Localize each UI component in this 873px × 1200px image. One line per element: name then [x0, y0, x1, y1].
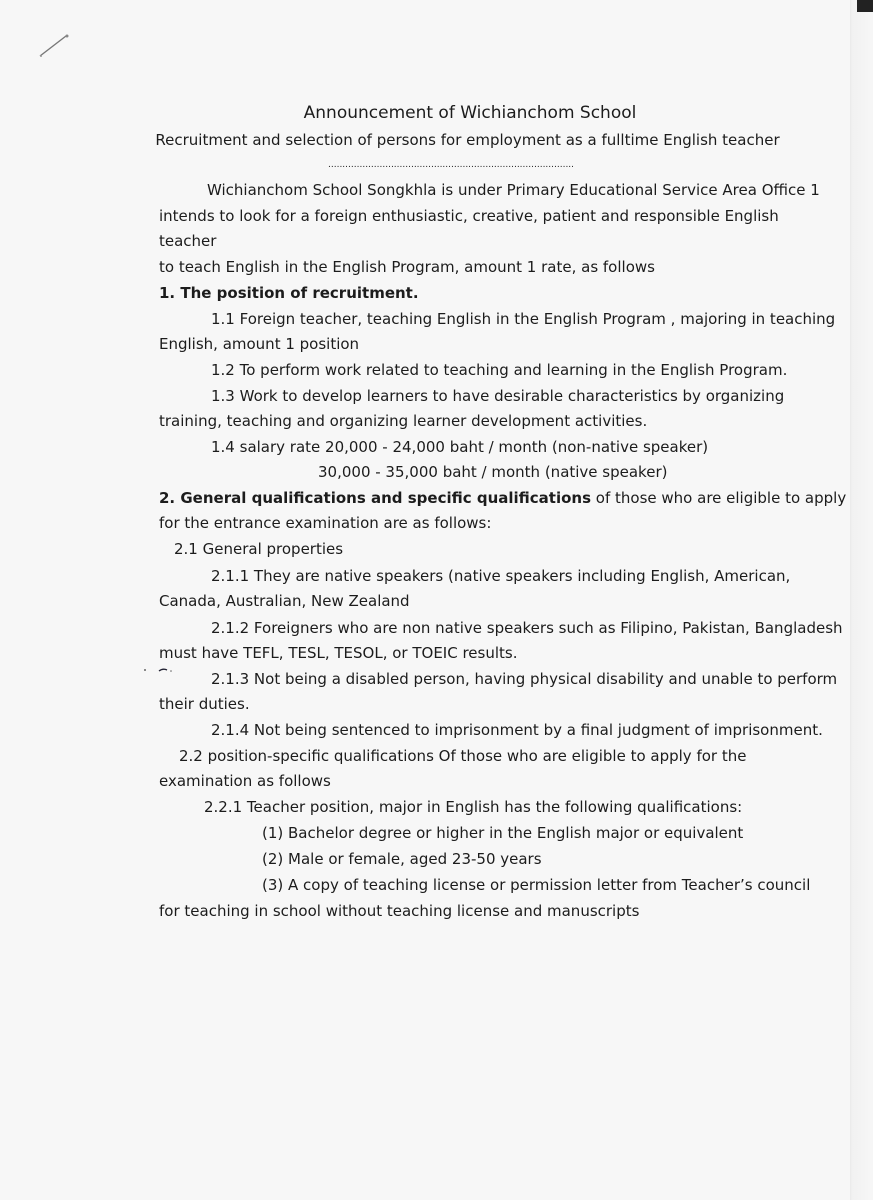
salary-line: 30,000 - 35,000 baht / month (native speaker): [318, 463, 668, 481]
section2-heading-rest: of those who are eligible to apply: [591, 489, 847, 507]
section1-line: training, teaching and organizing learner development activities.: [159, 412, 648, 430]
qualification-item: (3) A copy of teaching license or permission letter from Teacher’s council: [262, 876, 811, 894]
intro-line: to teach English in the English Program, amount 1 rate, as follows: [159, 258, 655, 276]
document-title: Announcement of Wichianchom School: [303, 103, 637, 123]
general-line: must have TEFL, TESL, TESOL, or TOEIC results.: [159, 644, 518, 662]
qualification-item-cont: for teaching in school without teaching license and manuscripts: [159, 902, 640, 920]
section2-heading-cont: for the entrance examination are as follows:: [159, 514, 492, 532]
intro-line: teacher: [159, 232, 217, 250]
general-line: 2.1.3 Not being a disabled person, having physical disability and unable to perform: [211, 670, 838, 688]
staple-mark: [38, 34, 72, 58]
general-heading: 2.1 General properties: [174, 540, 344, 558]
ink-mark: [143, 665, 175, 675]
section2-heading: [159, 488, 846, 508]
section1-heading: 1. The position of recruitment.: [159, 284, 419, 302]
qualification-item: (2) Male or female, aged 23-50 years: [262, 850, 542, 868]
intro-line: Wichianchom School Songkhla is under Primary Educational Service Area Office 1: [207, 181, 820, 199]
document-subtitle: Recruitment and selection of persons for employment as a fulltime English teacher: [155, 131, 780, 149]
scan-corner: [857, 0, 873, 12]
specific-heading-cont: examination as follows: [159, 772, 331, 790]
title-separator: ......................................................................................: [328, 160, 575, 170]
qualification-item: (1) Bachelor degree or higher in the English major or equivalent: [262, 824, 744, 842]
page-edge: [850, 0, 873, 1200]
general-line: 2.1.1 They are native speakers (native speakers including English, American,: [211, 567, 791, 585]
section1-line: English, amount 1 position: [159, 335, 360, 353]
section1-line: 1.1 Foreign teacher, teaching English in the English Program , majoring in teaching: [211, 310, 836, 328]
general-line: 2.1.2 Foreigners who are non native speakers such as Filipino, Pakistan, Bangladesh: [211, 619, 843, 637]
salary-line: 1.4 salary rate 20,000 - 24,000 baht / month (non-native speaker): [211, 438, 709, 456]
specific-heading: 2.2 position-specific qualifications Of those who are eligible to apply for the: [179, 747, 747, 765]
section1-line: 1.3 Work to develop learners to have desirable characteristics by organizing: [211, 387, 785, 405]
teacher-heading: 2.2.1 Teacher position, major in English has the following qualifications:: [204, 798, 743, 816]
section1-line: 1.2 To perform work related to teaching and learning in the English Program.: [211, 361, 788, 379]
intro-line: intends to look for a foreign enthusiastic, creative, patient and responsible English: [159, 207, 779, 225]
section2-heading-bold: 2. General qualifications and specific qualifications: [159, 489, 592, 507]
general-line: Canada, Australian, New Zealand: [159, 592, 410, 610]
general-line: their duties.: [159, 695, 250, 713]
general-line: 2.1.4 Not being sentenced to imprisonment by a final judgment of imprisonment.: [211, 721, 823, 739]
